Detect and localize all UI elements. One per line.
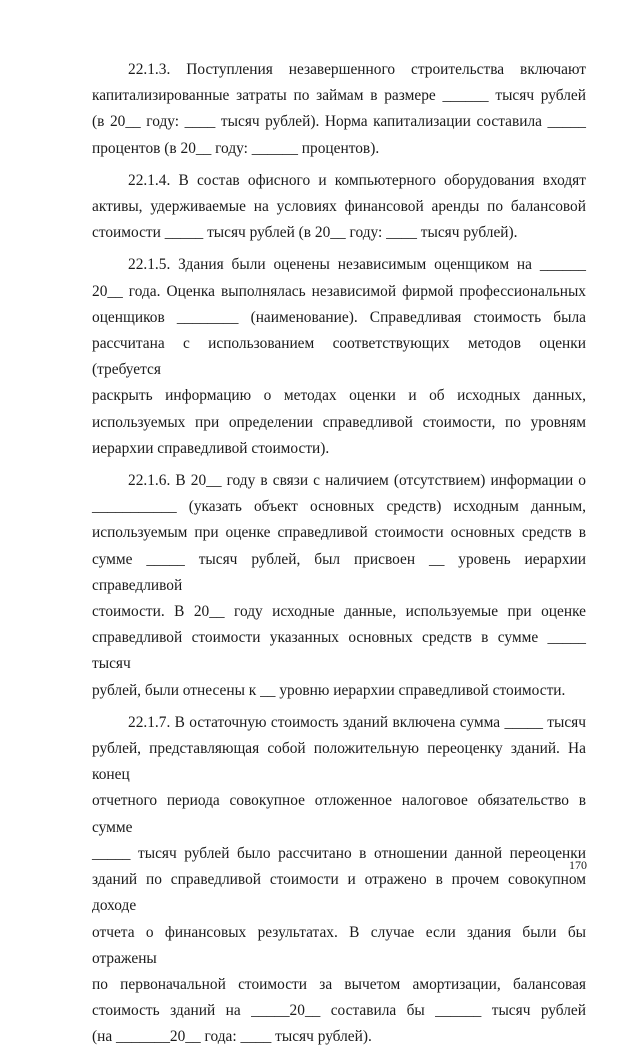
paragraph-line: 22.1.6. В 20__ году в связи с наличием (отсутствием) информации о xyxy=(128,472,586,490)
paragraph-line: 22.1.4. В состав офисного и компьютерного оборудования входят xyxy=(128,171,586,189)
paragraph-line: капитализированные затраты по займам в размере ______ тысяч рублей xyxy=(92,87,586,105)
paragraph-line: рублей, были отнесены к __ уровню иерархии справедливой стоимости. xyxy=(92,681,566,699)
paragraph-line: _____ тысяч рублей было рассчитано в отношении данной переоценки xyxy=(92,844,586,862)
paragraph-line: зданий по справедливой стоимости и отражено в прочем совокупном доходе xyxy=(92,871,586,915)
paragraph-line: стоимость зданий на _____20__ составила бы ______ тысяч рублей xyxy=(92,1002,586,1020)
paragraph-line: рублей, представляющая собой положительную переоценку зданий. На конец xyxy=(92,740,586,784)
paragraph-line: (в 20__ году: ____ тысяч рублей). Норма капитализации составила _____ xyxy=(92,113,586,131)
paragraph-line: (на _______20__ года: ____ тысяч рублей). xyxy=(92,1028,372,1046)
paragraph-line: рассчитана с использованием соответствующих методов оценки (требуется xyxy=(92,335,586,379)
paragraph-line: сумме _____ тысяч рублей, был присвоен __ уровень иерархии справедливой xyxy=(92,550,586,594)
paragraph-line: 22.1.7. В остаточную стоимость зданий включена сумма _____ тысяч xyxy=(128,713,586,731)
paragraph-line: процентов (в 20__ году: ______ процентов). xyxy=(92,139,380,157)
paragraph-line: по первоначальной стоимости за вычетом амортизации, балансовая xyxy=(92,975,586,993)
paragraph-line: активы, удерживаемые на условиях финансовой аренды по балансовой xyxy=(92,198,586,216)
paragraph-line: ___________ (указать объект основных средств) исходным данным, xyxy=(92,498,586,516)
paragraph-line: справедливой стоимости указанных основных средств в сумме _____ тысяч xyxy=(92,629,586,673)
paragraph-line: иерархии справедливой стоимости). xyxy=(92,439,330,457)
paragraph-line: используемым при оценке справедливой стоимости основных средств в xyxy=(92,524,586,542)
paragraph-line: оценщиков ________ (наименование). Справедливая стоимость была xyxy=(92,308,586,326)
paragraph-line: 20__ года. Оценка выполнялась независимой фирмой профессиональных xyxy=(92,282,586,300)
paragraph-22-1-4 xyxy=(92,168,586,247)
paragraph-line: 22.1.5. Здания были оценены независимым оценщиком на ______ xyxy=(128,256,586,274)
paragraph-line: 22.1.3. Поступления незавершенного строительства включают xyxy=(128,61,586,78)
document-body xyxy=(92,57,586,1057)
paragraph-22-1-6 xyxy=(92,468,586,704)
paragraph-22-1-5 xyxy=(92,252,586,462)
paragraph-line: стоимости. В 20__ году исходные данные, используемые при оценке xyxy=(92,603,586,621)
paragraph-22-1-7 xyxy=(92,710,586,1051)
paragraph-line: стоимости _____ тысяч рублей (в 20__ году: ____ тысяч рублей). xyxy=(92,224,518,242)
page-number: 170 xyxy=(569,858,587,872)
paragraph-22-1-3 xyxy=(92,57,586,162)
paragraph-line: используемых при определении справедливой стоимости, по уровням xyxy=(92,413,586,431)
paragraph-line: раскрыть информацию о методах оценки и об исходных данных, xyxy=(92,387,586,405)
paragraph-line: отчетного периода совокупное отложенное налоговое обязательство в сумме xyxy=(92,792,586,836)
paragraph-line: отчета о финансовых результатах. В случае если здания были бы отражены xyxy=(92,923,586,967)
